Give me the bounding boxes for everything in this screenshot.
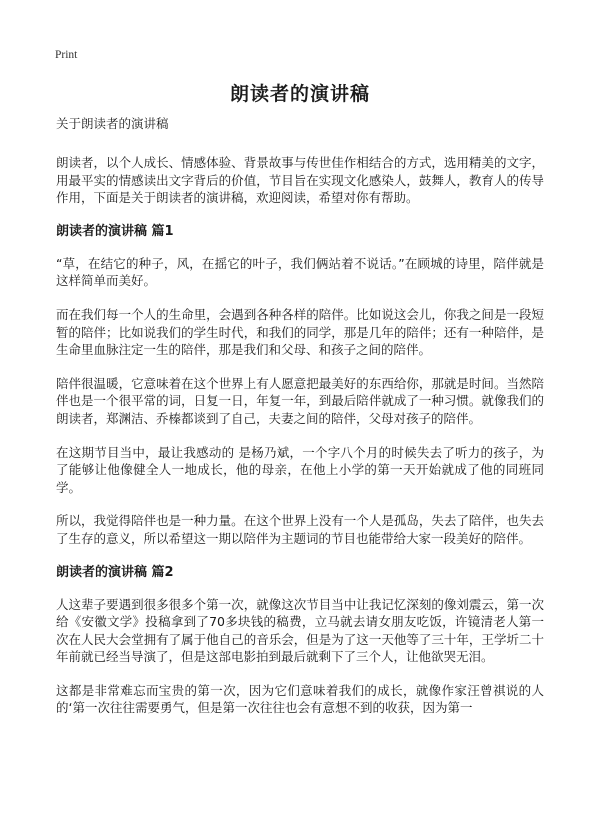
intro-paragraph: 朗读者，以个人成长、情感体验、背景故事与传世佳作相结合的方式，选用精美的文字，用最平实的情感读出文字背后的价值，节目旨在实现文化感染人，鼓舞人，教育人的传导作用，下面是关于朗读者的演讲稿，欢迎阅读，希望对你有帮助。: [56, 155, 544, 206]
document-content: [56, 116, 544, 733]
section-2-paragraph: 人这辈子要遇到很多很多个第一次，就像这次节目当中让我记忆深刻的像刘震云，第一次给《安徽文学》投稿拿到了70多块钱的稿费，立马就去请女朋友吃饭，许镜清老人第一次在人民大会堂拥有了属于他自己的音乐会，但是为了这一天他等了三十年，王学圻二十年前就已经当导演了，但是这部电影拍到最后就剩下了三个人，让他欲哭无泪。: [56, 596, 544, 665]
section-1-paragraph: 所以，我觉得陪伴也是一种力量。在这个世界上没有一个人是孤岛，失去了陪伴，也失去了生存的意义，所以希望这一期以陪伴为主题词的节目也能带给大家一段美好的陪伴。: [56, 513, 544, 546]
section-1-paragraph: 而在我们每一个人的生命里，会遇到各种各样的陪伴。比如说这会儿，你我之间是一段短暂的陪伴；比如说我们的学生时代，和我们的同学，那是几年的陪伴；还有一种陪伴，是生命里血脉注定一生的陪伴，那是我们和父母、和孩子之间的陪伴。: [56, 306, 544, 358]
section-heading-2: 朗读者的演讲稿 篇2: [56, 564, 174, 580]
section-1-paragraph: “草，在结它的种子，风，在摇它的叶子，我们俩站着不说话。”在顾城的诗里，陪伴就是这样简单而美好。: [56, 255, 544, 289]
section-1-paragraph: 在这期节目当中，最让我感动的 是杨乃斌，一个字八个月的时候失去了听力的孩子，为了能够让他像健全人一地成长，他的母亲，在他上小学的第一天开始就成了他的同班同学。: [56, 444, 544, 495]
section-1-paragraph: 陪伴很温暖，它意味着在这个世界上有人愿意把最美好的东西给你，那就是时间。当然陪伴也是一个很平常的词，日复一日，年复一年，到最后陪伴就成了一种习惯。就像我们的朗读者，郑渊洁、乔榛都谈到了自己，夫妻之间的陪伴，父母对孩子的陪伴。: [56, 375, 544, 426]
section-heading-1: 朗读者的演讲稿 篇1: [56, 223, 174, 239]
page-title: 朗读者的演讲稿: [229, 83, 370, 105]
document-subtitle: 关于朗读者的演讲稿: [56, 116, 169, 131]
print-link[interactable]: Print: [55, 49, 78, 61]
section-2-paragraph: 这都是非常难忘而宝贵的第一次，因为它们意味着我们的成长，就像作家汪曾祺说的人的‘第一次往往需要勇气，但是第一次往往也会有意想不到的收获，因为第一: [56, 682, 544, 716]
